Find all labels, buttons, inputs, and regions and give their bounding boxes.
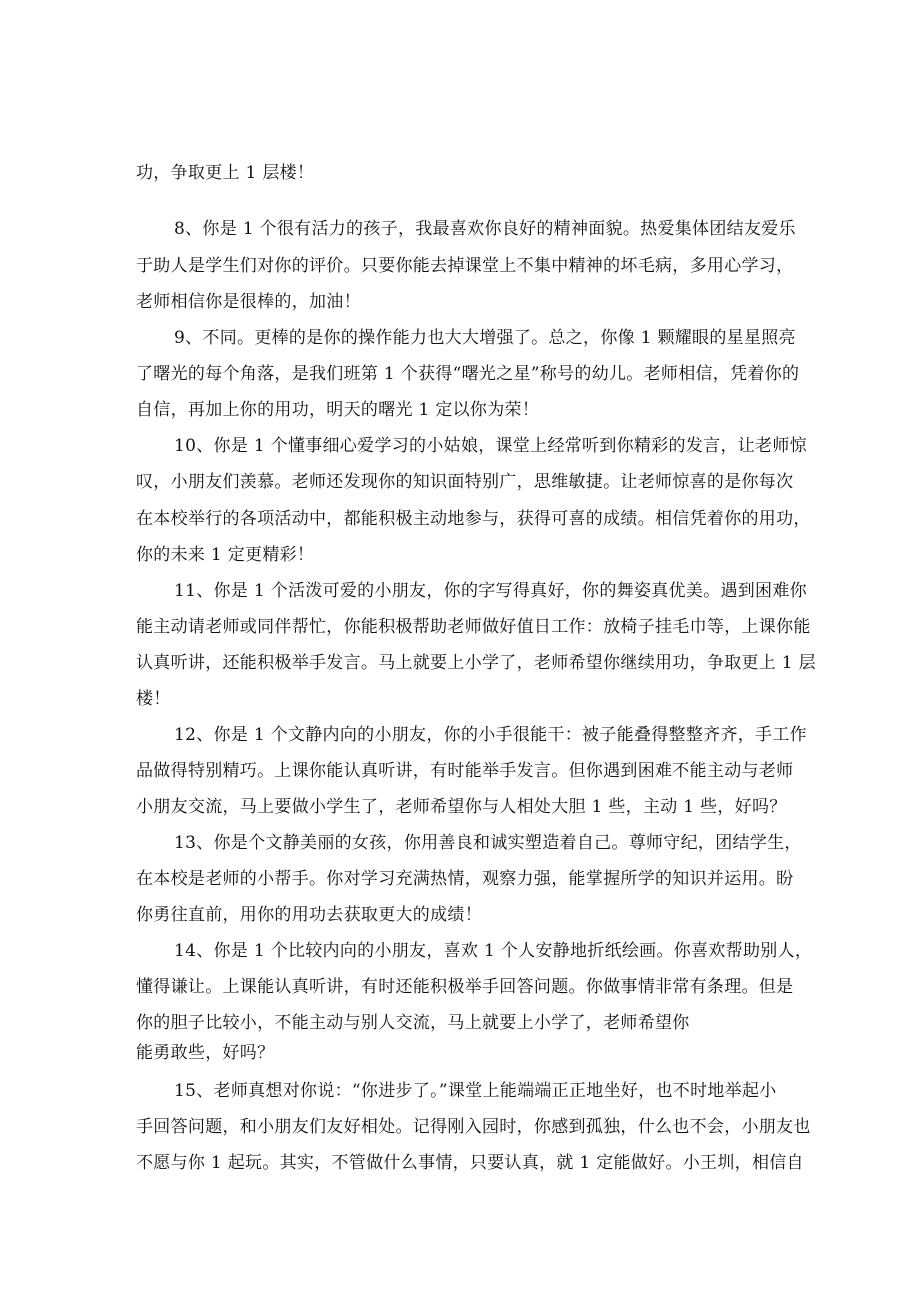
text-line: 你的未来 1 定更精彩！ <box>136 545 315 565</box>
text-line: 叹，小朋友们羡慕。老师还发现你的知识面特别广，思维敏捷。让老师惊喜的是你每次 <box>136 472 794 492</box>
text-line: 12、你是 1 个文静内向的小朋友，你的小手很能干：被子能叠得整整齐齐，手工作 <box>174 725 807 745</box>
text-line: 小朋友交流，马上要做小学生了，老师希望你与人相处大胆 1 些，主动 1 些，好吗？ <box>136 797 787 817</box>
text-line: 8、你是 1 个很有活力的孩子，我最喜欢你良好的精神面貌。热爱集体团结友爱乐 <box>174 219 796 239</box>
text-line: 14、你是 1 个比较内向的小朋友，喜欢 1 个人安静地折纸绘画。你喜欢帮助别人， <box>174 941 813 961</box>
text-line: 品做得特别精巧。上课你能认真听讲，有时能举手发言。但你遇到困难不能主动与老师 <box>136 761 794 781</box>
text-line: 不愿与你 1 起玩。其实，不管做什么事情，只要认真，就 1 定能做好。小王圳，相信自 <box>136 1153 804 1173</box>
text-line: 9、不同。更棒的是你的操作能力也大大增强了。总之，你像 1 颗耀眼的星星照亮 <box>174 328 796 348</box>
text-line: 你的胆子比较小，不能主动与别人交流，马上就要上小学了，老师希望你 <box>136 1013 690 1033</box>
text-line: 自信，再加上你的用功，明天的曙光 1 定以你为荣！ <box>136 400 540 420</box>
text-line: 11、你是 1 个活泼可爱的小朋友，你的字写得真好，你的舞姿真优美。遇到困难你 <box>174 581 807 601</box>
text-line: 老师相信你是很棒的，加油！ <box>136 292 361 312</box>
text-line: 能勇敢些，好吗？ <box>136 1043 275 1063</box>
text-line: 于助人是学生们对你的评价。只要你能去掉课堂上不集中精神的坏毛病，多用心学习， <box>136 256 794 276</box>
text-line: 功，争取更上 1 层楼！ <box>136 163 315 183</box>
text-line: 在本校举行的各项活动中，都能积极主动地参与，获得可喜的成绩。相信凭着你的用功， <box>136 509 811 529</box>
text-line: 13、你是个文静美丽的女孩，你用善良和诚实塑造着自己。尊师守纪，团结学生， <box>174 833 802 853</box>
text-line: 懂得谦让。上课能认真听讲，有时还能积极举手回答问题。你做事情非常有条理。但是 <box>136 977 794 997</box>
text-line: 你勇往直前，用你的用功去获取更大的成绩！ <box>136 905 482 925</box>
text-line: 在本校是老师的小帮手。你对学习充满热情，观察力强，能掌握所学的知识并运用。盼 <box>136 869 794 889</box>
text-line: 了曙光的每个角落，是我们班第 1 个获得“曙光之星”称号的幼儿。老师相信，凭着你的 <box>136 364 800 384</box>
text-line: 能主动请老师或同伴帮忙，你能积极帮助老师做好值日工作：放椅子挂毛巾等，上课你能 <box>136 617 811 637</box>
text-line: 手回答问题，和小朋友们友好相处。记得刚入园时，你感到孤独，什么也不会，小朋友也 <box>136 1117 811 1137</box>
text-line: 认真听讲，还能积极举手发言。马上就要上小学了，老师希望你继续用功，争取更上 1 层 <box>136 653 816 673</box>
text-line: 楼！ <box>136 689 171 709</box>
text-line: 10、你是 1 个懂事细心爱学习的小姑娘，课堂上经常听到你精彩的发言，让老师惊 <box>174 436 807 456</box>
text-line: 15、老师真想对你说：“你进步了。”课堂上能端端正正地坐好，也不时地举起小 <box>174 1081 777 1101</box>
